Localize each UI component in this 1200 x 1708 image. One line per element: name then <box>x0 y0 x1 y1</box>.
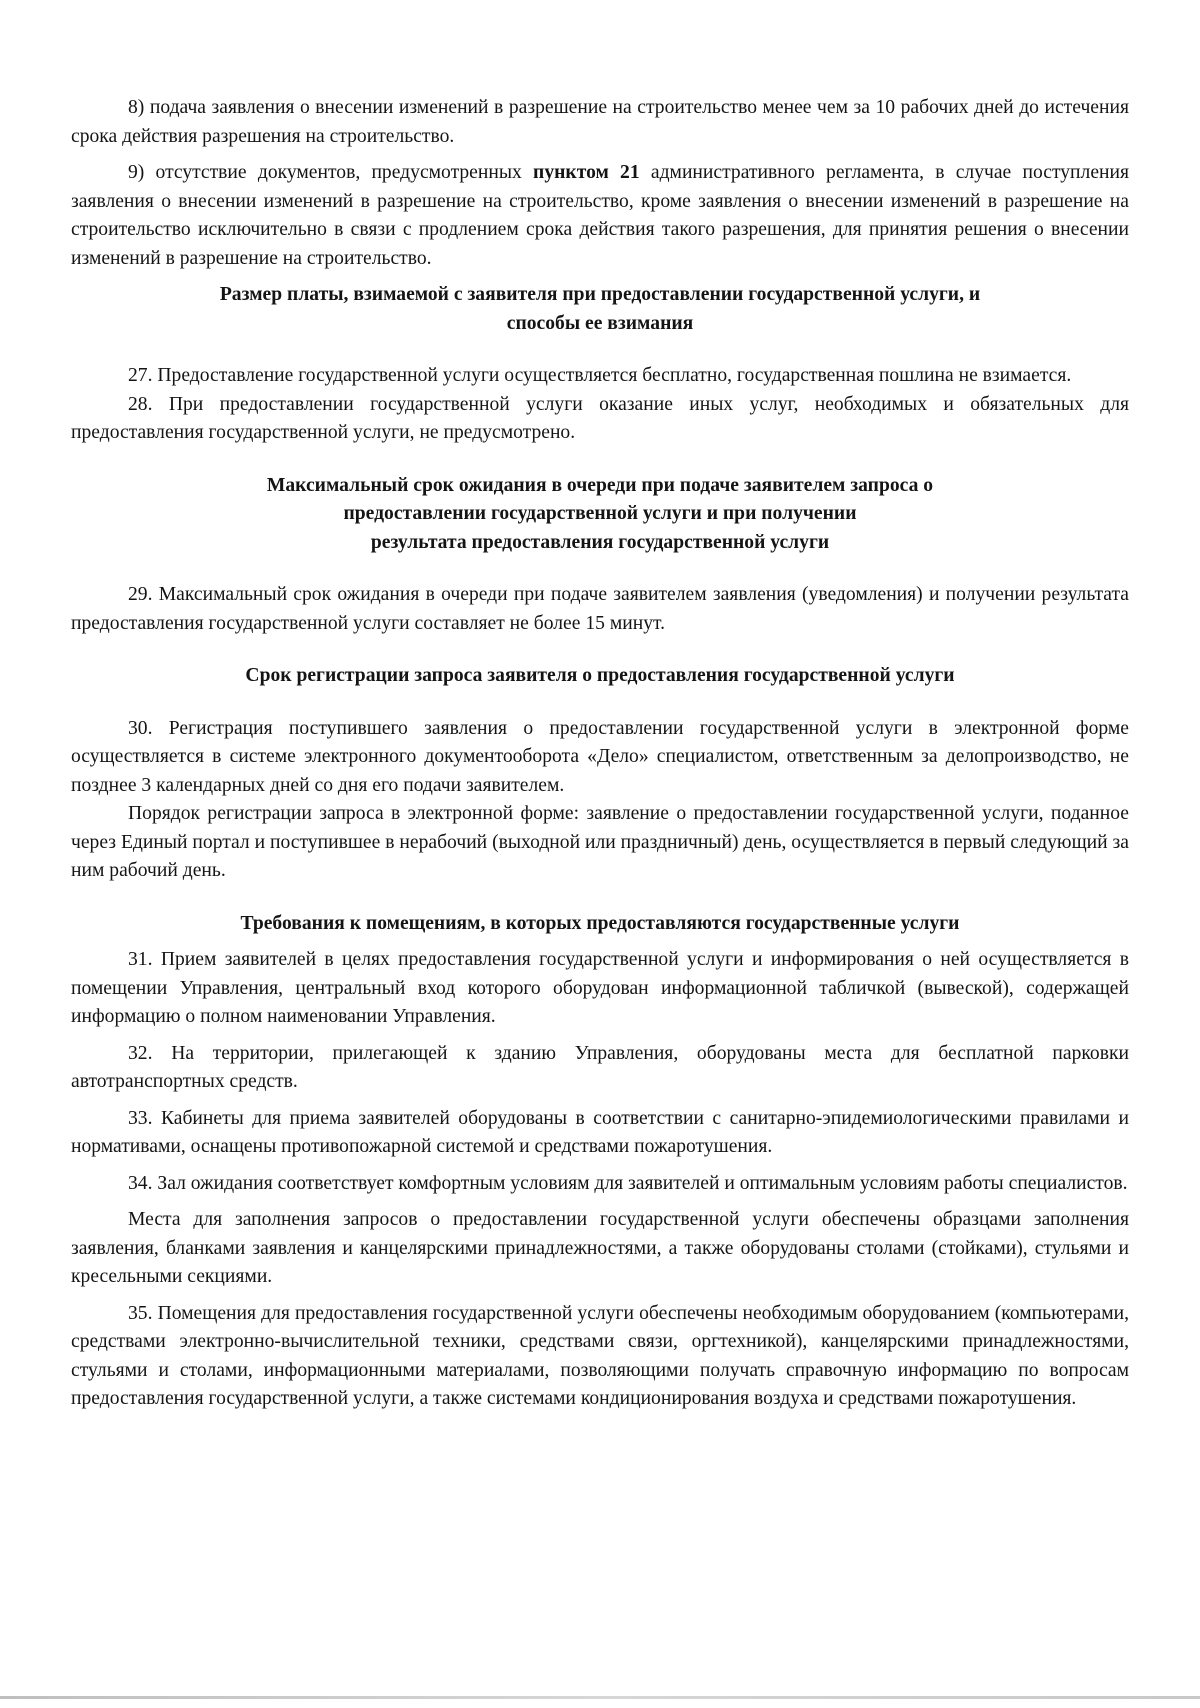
section-heading-queue-line-1: Максимальный срок ожидания в очереди при подаче заявителем запроса о <box>266 474 934 496</box>
section-heading-fee-line-2: способы ее взимания <box>506 312 694 334</box>
scan-bottom-edge <box>0 1696 1200 1699</box>
paragraph-30: 30. Регистрация поступившего заявления о предоставлении государственной услуги в электронной форме осуществляется в системе электронного документооборота «Дело» специалистом, ответственным за делопроизводство, не позднее 3 календарных дней со дня его подачи заявителем. <box>71 717 1129 796</box>
paragraph-29: 29. Максимальный срок ожидания в очереди при подаче заявителем заявления (уведомления) и получении результата предоставления государственной услуги составляет не более 15 минут. <box>71 584 1129 634</box>
paragraph-31: 31. Прием заявителей в целях предоставления государственной услуги и информирования о ней осуществляется в помещении Управления, центральный вход которого оборудован информационной табличкой (вывеской), содержащей информацию о полном наименовании Управления. <box>71 949 1129 1027</box>
document-body <box>71 94 1129 1414</box>
section-heading-queue-line-2: предоставлении государственной услуги и при получении <box>343 503 857 524</box>
paragraph-34-workspace: Места для заполнения запросов о предоставлении государственной услуги обеспечены образцами заполнения заявления, бланками заявления и канцелярскими принадлежностями, а также оборудованы столами (стойками), стульями и кресельными секциями. <box>71 1209 1129 1287</box>
paragraph-item-8: 8) подача заявления о внесении изменений в разрешение на строительство менее чем за 10 рабочих дней до истечения срока действия разрешения на строительство. <box>71 97 1129 147</box>
paragraph-34: 34. Зал ожидания соответствует комфортным условиям для заявителей и оптимальным условиям работы специалистов. <box>128 1172 1128 1194</box>
paragraph-33: 33. Кабинеты для приема заявителей оборудованы в соответствии с санитарно-эпидемиологическими правилами и нормативами, оснащены противопожарной системой и средствами пожаротушения. <box>71 1107 1129 1157</box>
paragraph-item-9-text-start: 9) отсутствие документов, предусмотренных <box>128 162 534 183</box>
section-heading-fee-line-1: Размер платы, взимаемой с заявителя при предоставлении государственной услуги, и <box>219 284 981 305</box>
paragraph-30-procedure: Порядок регистрации запроса в электронной форме: заявление о предоставлении государственной услуги, поданное через Единый портал и поступившее в нерабочий (выходной или праздничный) день, осуществляется в первый следующий за ним рабочий день. <box>71 803 1129 881</box>
paragraph-item-9-text-end: административного регламента, в случае поступления заявления о внесении изменений в разрешение на строительство, кроме заявления о внесении изменений в разрешение на строительство исключительно в связи с продлением срока действия такого разрешения, для принятия решения о внесении изменений в разрешение на строительство. <box>71 162 1129 269</box>
paragraph-item-9 <box>71 159 1129 273</box>
section-heading-fee <box>71 281 1129 338</box>
paragraph-item-9-bold-reference: пунктом 21 <box>533 162 640 183</box>
paragraph-27: 27. Предоставление государственной услуги осуществляется бесплатно, государственная пошлина не взимается. <box>128 365 1072 386</box>
section-heading-queue <box>71 472 1129 558</box>
paragraph-35: 35. Помещения для предоставления государственной услуги обеспечены необходимым оборудованием (компьютерами, средствами электронно-вычислительной техники, средствами связи, оргтехникой), канцелярскими принадлежностями, стульями и столами, информационными материалами, позволяющими получать справочную информацию по вопросам предоставления государственной услуги, а также системами кондиционирования воздуха и средствами пожаротушения. <box>71 1302 1129 1409</box>
section-heading-premises: Требования к помещениям, в которых предоставляются государственные услуги <box>240 912 960 934</box>
paragraph-32: 32. На территории, прилегающей к зданию Управления, оборудованы места для бесплатной парковки автотранспортных средств. <box>71 1042 1129 1092</box>
section-heading-queue-line-3: результата предоставления государственной услуги <box>370 531 830 553</box>
section-heading-registration: Срок регистрации запроса заявителя о предоставления государственной услуги <box>245 665 955 686</box>
paragraph-28: 28. При предоставлении государственной услуги оказание иных услуг, необходимых и обязательных для предоставления государственной услуги, не предусмотрено. <box>71 393 1129 443</box>
